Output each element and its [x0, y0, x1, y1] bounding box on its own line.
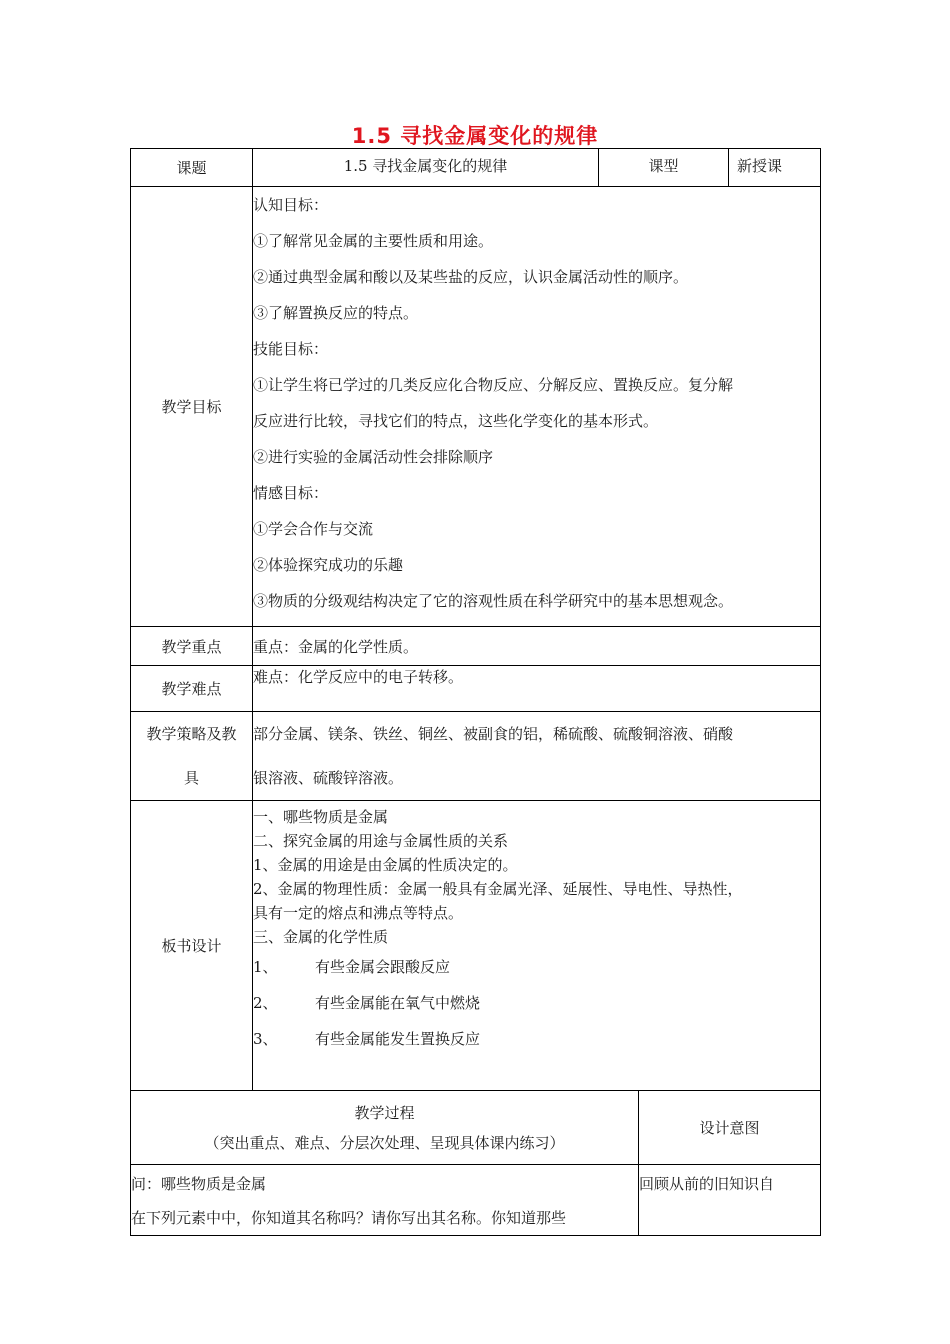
- board-numbered-item: [253, 1021, 820, 1057]
- objectives-line: ①让学生将已学过的几类反应化合物反应、分解反应、置换反应。复分解: [253, 376, 734, 394]
- board-line: 一、哪些物质是金属: [253, 808, 389, 826]
- objectives-line: ②进行实验的金属活动性会排除顺序: [253, 448, 494, 466]
- lesson-plan-table: [130, 148, 821, 1236]
- board-content: [253, 801, 821, 1091]
- objectives-line: ③了解置换反应的特点。: [253, 304, 419, 322]
- objectives-line: 技能目标：: [253, 340, 329, 358]
- board-item-text: 有些金属能在氧气中燃烧: [315, 994, 481, 1012]
- objectives-line: ③物质的分级观结构决定了它的溶观性质在科学研究中的基本思想观念。: [253, 592, 734, 610]
- board-row: [131, 801, 821, 1091]
- document-title: 1.5 寻找金属变化的规律: [351, 124, 599, 148]
- objectives-line: 认知目标：: [253, 196, 329, 214]
- difficulty-label: 教学难点: [131, 666, 253, 712]
- process-content: [131, 1165, 639, 1236]
- process-subheading: （突出重点、难点、分层次处理、呈现具体课内练习）: [204, 1133, 565, 1152]
- objectives-line: ②体验探究成功的乐趣: [253, 556, 404, 574]
- topic-value: 1.5 寻找金属变化的规律: [253, 149, 599, 187]
- process-header-row: [131, 1091, 821, 1165]
- board-item-text: 有些金属会跟酸反应: [315, 958, 451, 976]
- type-value: 新授课: [729, 149, 821, 187]
- board-line: 二、探究金属的用途与金属性质的关系: [253, 832, 509, 850]
- strategy-line: 部分金属、镁条、铁丝、铜丝、被副食的铝，稀硫酸、硫酸铜溶液、硝酸: [253, 725, 734, 743]
- strategy-label-line: 教学策略及教: [146, 725, 237, 743]
- process-content-row: [131, 1165, 821, 1236]
- process-line: 问：哪些物质是金属: [131, 1175, 267, 1193]
- design-intent-line: 回顾从前的旧知识自: [639, 1175, 775, 1193]
- objectives-line: ②通过典型金属和酸以及某些盐的反应，认识金属活动性的顺序。: [253, 268, 689, 286]
- process-heading-cell: [131, 1091, 639, 1165]
- board-line: 1、金属的用途是由金属的性质决定的。: [253, 856, 518, 874]
- key-point-row: [131, 627, 821, 666]
- objectives-row: [131, 187, 821, 627]
- process-heading: 教学过程: [354, 1103, 415, 1122]
- strategy-label: [131, 712, 253, 801]
- header-row: [131, 149, 821, 187]
- objectives-line: 反应进行比较，寻找它们的特点，这些化学变化的基本形式。: [253, 412, 659, 430]
- strategy-row: [131, 712, 821, 801]
- board-number: 3、: [253, 1030, 278, 1048]
- board-number: 1、: [253, 958, 278, 976]
- type-label: 课型: [599, 149, 729, 187]
- board-line: 具有一定的熔点和沸点等特点。: [253, 904, 464, 922]
- objectives-label: 教学目标: [131, 187, 253, 627]
- topic-label: 课题: [131, 149, 253, 187]
- design-intent-value: [639, 1165, 821, 1236]
- board-numbered-item: [253, 949, 820, 985]
- board-line: 2、金属的物理性质：金属一般具有金属光泽、延展性、导电性、导热性，: [253, 880, 743, 898]
- key-point-value: 重点：金属的化学性质。: [253, 627, 821, 666]
- difficulty-value: 难点：化学反应中的电子转移。: [253, 666, 821, 712]
- objectives-line: 情感目标：: [253, 484, 329, 502]
- board-numbered-item: [253, 985, 820, 1021]
- process-line: 在下列元素中中，你知道其名称吗？请你写出其名称。你知道那些: [131, 1209, 567, 1227]
- design-intent-label: 设计意图: [639, 1091, 821, 1165]
- strategy-content: [253, 712, 821, 801]
- board-number: 2、: [253, 994, 278, 1012]
- board-line: 三、金属的化学性质: [253, 928, 389, 946]
- objectives-content: [253, 187, 821, 627]
- board-item-text: 有些金属能发生置换反应: [315, 1030, 481, 1048]
- strategy-label-line: 具: [183, 769, 199, 787]
- objectives-line: ①学会合作与交流: [253, 520, 374, 538]
- key-point-label: 教学重点: [131, 627, 253, 666]
- difficulty-row: [131, 666, 821, 712]
- strategy-line: 银溶液、硫酸锌溶液。: [253, 769, 404, 787]
- board-label: 板书设计: [131, 801, 253, 1091]
- objectives-line: ①了解常见金属的主要性质和用途。: [253, 232, 494, 250]
